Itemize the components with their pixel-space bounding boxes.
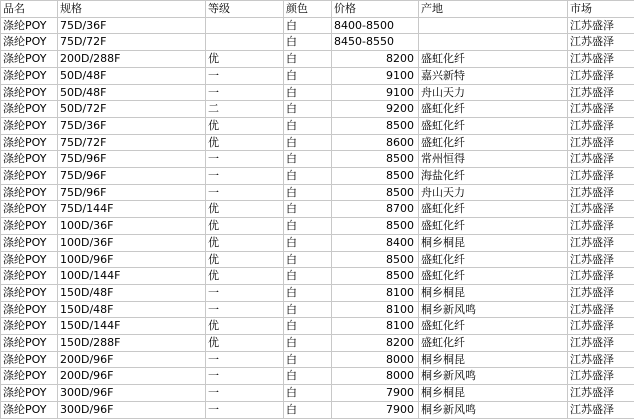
cell-origin[interactable]: 盛虹化纤 bbox=[419, 134, 568, 151]
table-row bbox=[1, 401, 634, 418]
cell-color[interactable]: 白 bbox=[284, 268, 332, 285]
cell-spec[interactable]: 150D/144F bbox=[58, 318, 206, 335]
cell-price[interactable]: 7900 bbox=[332, 385, 419, 402]
cell-origin[interactable]: 盛虹化纤 bbox=[419, 268, 568, 285]
cell-grade[interactable]: 优 bbox=[206, 234, 284, 251]
cell-product[interactable]: 涤纶POY bbox=[1, 301, 58, 318]
cell-grade[interactable] bbox=[206, 17, 284, 34]
cell-grade[interactable]: 一 bbox=[206, 168, 284, 185]
header-cell-color[interactable]: 颜色 bbox=[284, 1, 332, 18]
cell-grade[interactable]: 优 bbox=[206, 318, 284, 335]
table-row bbox=[1, 218, 634, 235]
cell-product[interactable]: 涤纶POY bbox=[1, 335, 58, 352]
cell-spec[interactable]: 75D/72F bbox=[58, 34, 206, 51]
cell-market[interactable]: 江苏盛泽 bbox=[568, 301, 634, 318]
cell-color[interactable]: 白 bbox=[284, 318, 332, 335]
table-row bbox=[1, 117, 634, 134]
cell-price[interactable]: 8500 bbox=[332, 151, 419, 168]
cell-product[interactable]: 涤纶POY bbox=[1, 84, 58, 101]
cell-origin[interactable] bbox=[419, 34, 568, 51]
cell-color[interactable]: 白 bbox=[284, 385, 332, 402]
cell-price[interactable]: 8600 bbox=[332, 134, 419, 151]
table-row bbox=[1, 101, 634, 118]
cell-product[interactable]: 涤纶POY bbox=[1, 168, 58, 185]
cell-price[interactable]: 8700 bbox=[332, 201, 419, 218]
cell-color[interactable]: 白 bbox=[284, 218, 332, 235]
cell-grade[interactable]: 优 bbox=[206, 218, 284, 235]
cell-color[interactable]: 白 bbox=[284, 101, 332, 118]
cell-grade[interactable]: 二 bbox=[206, 101, 284, 118]
header-cell-grade[interactable]: 等级 bbox=[206, 1, 284, 18]
cell-market[interactable]: 江苏盛泽 bbox=[568, 51, 634, 68]
cell-price[interactable]: 8200 bbox=[332, 51, 419, 68]
cell-origin[interactable]: 盛虹化纤 bbox=[419, 318, 568, 335]
cell-spec[interactable]: 150D/288F bbox=[58, 335, 206, 352]
cell-spec[interactable]: 75D/72F bbox=[58, 134, 206, 151]
cell-color[interactable]: 白 bbox=[284, 34, 332, 51]
cell-origin[interactable]: 桐乡桐昆 bbox=[419, 351, 568, 368]
header-cell-product[interactable]: 品名 bbox=[1, 1, 58, 18]
cell-market[interactable]: 江苏盛泽 bbox=[568, 268, 634, 285]
cell-grade[interactable]: 一 bbox=[206, 351, 284, 368]
cell-origin[interactable]: 嘉兴新特 bbox=[419, 67, 568, 84]
table-row bbox=[1, 335, 634, 352]
cell-origin[interactable]: 盛虹化纤 bbox=[419, 335, 568, 352]
header-row bbox=[1, 1, 634, 18]
table-row bbox=[1, 251, 634, 268]
cell-product[interactable]: 涤纶POY bbox=[1, 351, 58, 368]
cell-product[interactable]: 涤纶POY bbox=[1, 34, 58, 51]
cell-color[interactable]: 白 bbox=[284, 335, 332, 352]
cell-color[interactable]: 白 bbox=[284, 151, 332, 168]
cell-spec[interactable]: 100D/144F bbox=[58, 268, 206, 285]
table-row bbox=[1, 268, 634, 285]
cell-spec[interactable]: 50D/72F bbox=[58, 101, 206, 118]
cell-origin[interactable]: 常州恒得 bbox=[419, 151, 568, 168]
cell-market[interactable]: 江苏盛泽 bbox=[568, 218, 634, 235]
cell-origin[interactable]: 桐乡新风鸣 bbox=[419, 301, 568, 318]
cell-price[interactable]: 9100 bbox=[332, 84, 419, 101]
cell-grade[interactable]: 优 bbox=[206, 335, 284, 352]
cell-grade[interactable]: 一 bbox=[206, 67, 284, 84]
cell-color[interactable]: 白 bbox=[284, 51, 332, 68]
table-row bbox=[1, 84, 634, 101]
cell-product[interactable]: 涤纶POY bbox=[1, 184, 58, 201]
cell-spec[interactable]: 50D/48F bbox=[58, 67, 206, 84]
cell-grade[interactable]: 一 bbox=[206, 184, 284, 201]
cell-origin[interactable]: 桐乡桐昆 bbox=[419, 385, 568, 402]
cell-grade[interactable]: 一 bbox=[206, 84, 284, 101]
cell-color[interactable]: 白 bbox=[284, 84, 332, 101]
cell-price[interactable]: 8100 bbox=[332, 318, 419, 335]
cell-color[interactable]: 白 bbox=[284, 134, 332, 151]
cell-color[interactable]: 白 bbox=[284, 201, 332, 218]
cell-price[interactable]: 8500 bbox=[332, 251, 419, 268]
cell-price[interactable]: 8100 bbox=[332, 301, 419, 318]
cell-price[interactable]: 9200 bbox=[332, 101, 419, 118]
cell-origin[interactable]: 海盐化纤 bbox=[419, 168, 568, 185]
cell-product[interactable]: 涤纶POY bbox=[1, 401, 58, 418]
table-row bbox=[1, 134, 634, 151]
cell-price[interactable]: 8500 bbox=[332, 168, 419, 185]
cell-market[interactable]: 江苏盛泽 bbox=[568, 401, 634, 418]
cell-product[interactable]: 涤纶POY bbox=[1, 17, 58, 34]
table-row bbox=[1, 17, 634, 34]
cell-product[interactable]: 涤纶POY bbox=[1, 134, 58, 151]
cell-grade[interactable]: 优 bbox=[206, 51, 284, 68]
cell-spec[interactable]: 100D/36F bbox=[58, 218, 206, 235]
cell-product[interactable]: 涤纶POY bbox=[1, 218, 58, 235]
table-body bbox=[1, 1, 634, 419]
cell-market[interactable]: 江苏盛泽 bbox=[568, 284, 634, 301]
cell-spec[interactable]: 100D/36F bbox=[58, 234, 206, 251]
cell-price[interactable]: 8000 bbox=[332, 351, 419, 368]
cell-grade[interactable]: 优 bbox=[206, 117, 284, 134]
cell-grade[interactable]: 优 bbox=[206, 134, 284, 151]
cell-spec[interactable]: 75D/96F bbox=[58, 184, 206, 201]
cell-color[interactable]: 白 bbox=[284, 184, 332, 201]
cell-market[interactable]: 江苏盛泽 bbox=[568, 17, 634, 34]
cell-product[interactable]: 涤纶POY bbox=[1, 251, 58, 268]
cell-price[interactable]: 8200 bbox=[332, 335, 419, 352]
table-row bbox=[1, 67, 634, 84]
cell-origin[interactable] bbox=[419, 17, 568, 34]
cell-market[interactable]: 江苏盛泽 bbox=[568, 134, 634, 151]
cell-origin[interactable]: 桐乡桐昆 bbox=[419, 284, 568, 301]
cell-spec[interactable]: 75D/96F bbox=[58, 151, 206, 168]
cell-grade[interactable]: 一 bbox=[206, 368, 284, 385]
cell-market[interactable]: 江苏盛泽 bbox=[568, 234, 634, 251]
cell-price[interactable]: 8500 bbox=[332, 218, 419, 235]
cell-market[interactable]: 江苏盛泽 bbox=[568, 84, 634, 101]
cell-product[interactable]: 涤纶POY bbox=[1, 117, 58, 134]
cell-market[interactable]: 江苏盛泽 bbox=[568, 251, 634, 268]
cell-grade[interactable]: 优 bbox=[206, 201, 284, 218]
cell-market[interactable]: 江苏盛泽 bbox=[568, 168, 634, 185]
table-row bbox=[1, 151, 634, 168]
cell-spec[interactable]: 75D/96F bbox=[58, 168, 206, 185]
cell-price[interactable]: 8500 bbox=[332, 268, 419, 285]
cell-origin[interactable]: 桐乡桐昆 bbox=[419, 234, 568, 251]
cell-spec[interactable]: 300D/96F bbox=[58, 401, 206, 418]
cell-market[interactable]: 江苏盛泽 bbox=[568, 385, 634, 402]
cell-market[interactable]: 江苏盛泽 bbox=[568, 101, 634, 118]
cell-color[interactable]: 白 bbox=[284, 351, 332, 368]
cell-product[interactable]: 涤纶POY bbox=[1, 234, 58, 251]
cell-market[interactable]: 江苏盛泽 bbox=[568, 34, 634, 51]
cell-spec[interactable]: 100D/96F bbox=[58, 251, 206, 268]
cell-grade[interactable]: 优 bbox=[206, 251, 284, 268]
cell-color[interactable]: 白 bbox=[284, 368, 332, 385]
cell-origin[interactable]: 桐乡新风鸣 bbox=[419, 368, 568, 385]
header-cell-spec[interactable]: 规格 bbox=[58, 1, 206, 18]
cell-color[interactable]: 白 bbox=[284, 251, 332, 268]
cell-spec[interactable]: 200D/96F bbox=[58, 368, 206, 385]
cell-color[interactable]: 白 bbox=[284, 67, 332, 84]
table-row bbox=[1, 284, 634, 301]
cell-origin[interactable]: 盛虹化纤 bbox=[419, 201, 568, 218]
cell-origin[interactable]: 舟山天力 bbox=[419, 84, 568, 101]
table-row bbox=[1, 234, 634, 251]
cell-market[interactable]: 江苏盛泽 bbox=[568, 184, 634, 201]
cell-origin[interactable]: 盛虹化纤 bbox=[419, 117, 568, 134]
cell-grade[interactable]: 一 bbox=[206, 284, 284, 301]
cell-origin[interactable]: 盛虹化纤 bbox=[419, 51, 568, 68]
cell-market[interactable]: 江苏盛泽 bbox=[568, 318, 634, 335]
cell-product[interactable]: 涤纶POY bbox=[1, 385, 58, 402]
cell-color[interactable]: 白 bbox=[284, 401, 332, 418]
cell-spec[interactable]: 75D/144F bbox=[58, 201, 206, 218]
cell-spec[interactable]: 200D/96F bbox=[58, 351, 206, 368]
cell-price[interactable]: 8500 bbox=[332, 184, 419, 201]
cell-spec[interactable]: 150D/48F bbox=[58, 284, 206, 301]
cell-price[interactable]: 8400-8500 bbox=[332, 17, 419, 34]
cell-market[interactable]: 江苏盛泽 bbox=[568, 335, 634, 352]
table-row bbox=[1, 318, 634, 335]
cell-price[interactable]: 8500 bbox=[332, 117, 419, 134]
cell-product[interactable]: 涤纶POY bbox=[1, 368, 58, 385]
cell-spec[interactable]: 75D/36F bbox=[58, 117, 206, 134]
table-row bbox=[1, 301, 634, 318]
cell-price[interactable]: 8000 bbox=[332, 368, 419, 385]
cell-product[interactable]: 涤纶POY bbox=[1, 284, 58, 301]
cell-origin[interactable]: 盛虹化纤 bbox=[419, 251, 568, 268]
cell-color[interactable]: 白 bbox=[284, 17, 332, 34]
cell-grade[interactable]: 优 bbox=[206, 268, 284, 285]
cell-origin[interactable]: 桐乡新风鸣 bbox=[419, 401, 568, 418]
cell-grade[interactable] bbox=[206, 34, 284, 51]
cell-market[interactable]: 江苏盛泽 bbox=[568, 117, 634, 134]
cell-product[interactable]: 涤纶POY bbox=[1, 51, 58, 68]
header-cell-price[interactable]: 价格 bbox=[332, 1, 419, 18]
cell-market[interactable]: 江苏盛泽 bbox=[568, 67, 634, 84]
header-cell-origin[interactable]: 产地 bbox=[419, 1, 568, 18]
cell-color[interactable]: 白 bbox=[284, 301, 332, 318]
cell-color[interactable]: 白 bbox=[284, 168, 332, 185]
cell-color[interactable]: 白 bbox=[284, 284, 332, 301]
table-row bbox=[1, 201, 634, 218]
cell-product[interactable]: 涤纶POY bbox=[1, 318, 58, 335]
cell-product[interactable]: 涤纶POY bbox=[1, 151, 58, 168]
cell-origin[interactable]: 舟山天力 bbox=[419, 184, 568, 201]
cell-spec[interactable]: 150D/48F bbox=[58, 301, 206, 318]
cell-color[interactable]: 白 bbox=[284, 117, 332, 134]
cell-product[interactable]: 涤纶POY bbox=[1, 268, 58, 285]
cell-grade[interactable]: 一 bbox=[206, 301, 284, 318]
cell-product[interactable]: 涤纶POY bbox=[1, 67, 58, 84]
cell-origin[interactable]: 盛虹化纤 bbox=[419, 218, 568, 235]
cell-price[interactable]: 8450-8550 bbox=[332, 34, 419, 51]
cell-origin[interactable]: 盛虹化纤 bbox=[419, 101, 568, 118]
cell-price[interactable]: 8400 bbox=[332, 234, 419, 251]
cell-grade[interactable]: 一 bbox=[206, 151, 284, 168]
table-row bbox=[1, 385, 634, 402]
table-row bbox=[1, 168, 634, 185]
cell-price[interactable]: 7900 bbox=[332, 401, 419, 418]
cell-grade[interactable]: 一 bbox=[206, 401, 284, 418]
cell-market[interactable]: 江苏盛泽 bbox=[568, 368, 634, 385]
cell-price[interactable]: 8100 bbox=[332, 284, 419, 301]
cell-grade[interactable]: 一 bbox=[206, 385, 284, 402]
cell-spec[interactable]: 50D/48F bbox=[58, 84, 206, 101]
cell-spec[interactable]: 75D/36F bbox=[58, 17, 206, 34]
cell-market[interactable]: 江苏盛泽 bbox=[568, 201, 634, 218]
table-row bbox=[1, 368, 634, 385]
cell-market[interactable]: 江苏盛泽 bbox=[568, 351, 634, 368]
header-cell-market[interactable]: 市场 bbox=[568, 1, 634, 18]
table-row bbox=[1, 184, 634, 201]
cell-spec[interactable]: 300D/96F bbox=[58, 385, 206, 402]
cell-color[interactable]: 白 bbox=[284, 234, 332, 251]
cell-price[interactable]: 9100 bbox=[332, 67, 419, 84]
table-row bbox=[1, 34, 634, 51]
cell-product[interactable]: 涤纶POY bbox=[1, 101, 58, 118]
cell-product[interactable]: 涤纶POY bbox=[1, 201, 58, 218]
cell-market[interactable]: 江苏盛泽 bbox=[568, 151, 634, 168]
table-row bbox=[1, 351, 634, 368]
table-row bbox=[1, 51, 634, 68]
cell-spec[interactable]: 200D/288F bbox=[58, 51, 206, 68]
